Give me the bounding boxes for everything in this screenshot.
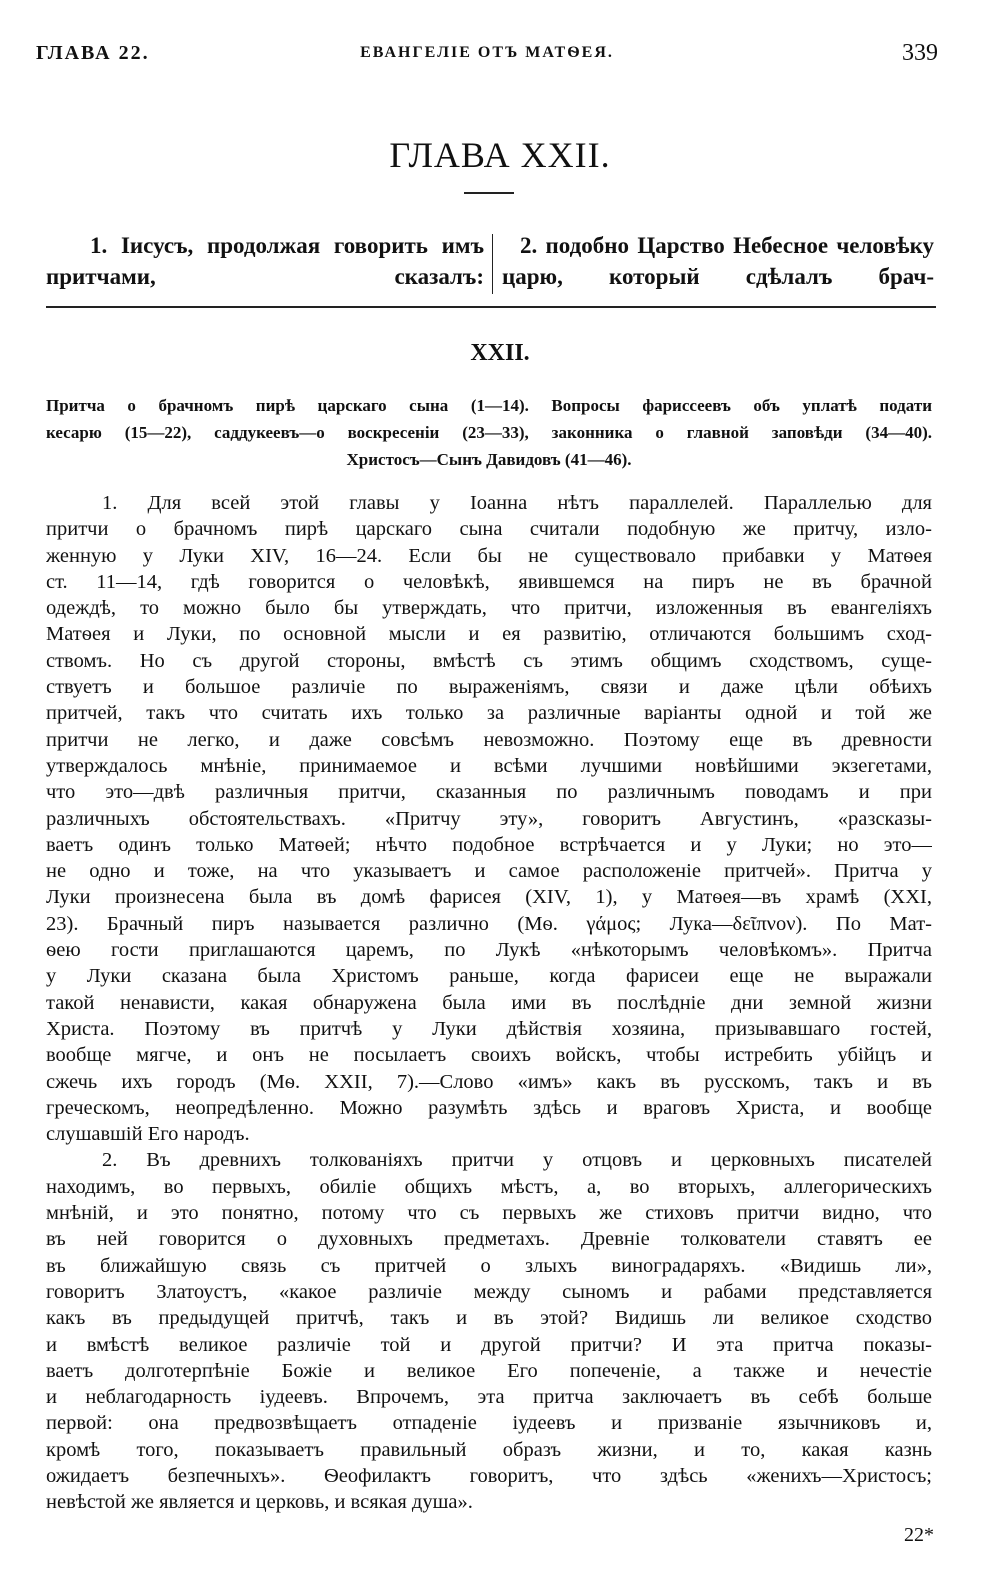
- paragraph-line: въ ближайшую связь съ притчей о злыхъ виноградаряхъ. «Видишь ли»,: [46, 1254, 932, 1277]
- column-divider: [492, 234, 493, 294]
- paragraph-line: первой: она предвозвѣщаетъ отпаденіе іудеевъ и призваніе язычниковъ и,: [46, 1412, 932, 1435]
- page-number: 339: [902, 40, 938, 66]
- book-title: ЕВАНГЕЛІЕ ОТЪ МАТѲЕЯ.: [360, 44, 614, 61]
- paragraph-line: Луки произнесена была въ домѣ фарисея (XIV, 1), у Матѳея—въ храмѣ (XXI,: [46, 886, 932, 909]
- summary-line: Христосъ—Сынъ Давидовъ (41—46).: [346, 450, 632, 469]
- paragraph-line: 23). Брачный пиръ называется различно (Мѳ. γάμος; Лука—δεῖπνον). По Мат-: [46, 912, 932, 935]
- verse-columns: [46, 230, 936, 298]
- paragraph-line: Христа. Поэтому въ притчѣ у Луки дѣйствія хозяина, призывавшаго гостей,: [46, 1017, 932, 1040]
- paragraph-line: ваетъ одинъ только Матѳей; нѣчто подобное встрѣчается и у Луки; но это—: [46, 833, 932, 856]
- commentary-body: [46, 490, 932, 1516]
- paragraph-line: кромѣ того, показываетъ правильный образъ жизни, и то, какая казнь: [46, 1438, 932, 1461]
- paragraph-line: такой ненависти, какая обнаружена была ими въ послѣдніе дни земной жизни: [46, 991, 932, 1014]
- paragraph-line: Матѳея и Луки, по основной мысли и ея развитію, отличаются большимъ сход-: [46, 623, 932, 646]
- chapter-label: ГЛАВА 22.: [36, 42, 150, 64]
- summary-line: кесарю (15—22), саддукеевъ—о воскресеніи (23—33), законника о главной заповѣди (34—40).: [46, 423, 932, 442]
- section-rule: [46, 306, 936, 308]
- verse-1: 1. Іисусъ, продолжая говорить имъ притчами, сказалъ:: [46, 233, 484, 289]
- paragraph-line: различныхъ обстоятельствахъ. «Притчу эту», говоритъ Августинъ, «разсказы-: [46, 807, 932, 830]
- paragraph-line: находимъ, во первыхъ, обиліе общихъ мѣстъ, а, во вторыхъ, аллегорическихъ: [46, 1175, 932, 1198]
- paragraph-line: притчей, такъ что считать ихъ только за различные варіанты одной и той же: [46, 702, 932, 725]
- paragraph-line: слушавшій Его народъ.: [46, 1123, 250, 1146]
- commentary-title: XXII.: [470, 340, 530, 366]
- paragraph-line: женную у Луки XIV, 16—24. Если бы не существовало прибавки у Матѳея: [46, 544, 932, 567]
- paragraph-line: одеждѣ, то можно было бы утверждать, что притчи, изложенныя въ евангеліяхъ: [46, 597, 932, 620]
- paragraph-line: 2. Въ древнихъ толкованіяхъ притчи у отцовъ и церковныхъ писателей: [102, 1149, 932, 1172]
- paragraph-line: сжечь ихъ городъ (Мѳ. XXII, 7).—Слово «имъ» какъ въ русскомъ, такъ и въ: [46, 1070, 932, 1093]
- paragraph-line: вообще мягче, и онъ не посылаетъ своихъ войскъ, чтобы истребить убійцъ и: [46, 1044, 932, 1067]
- printer-signature: 22*: [904, 1524, 934, 1546]
- paragraph-line: ст. 11—14, гдѣ говорится о человѣкѣ, явившемся на пиръ не въ брачной: [46, 570, 932, 593]
- paragraph-line: говоритъ Златоустъ, «какое различіе между сыномъ и рабами представляется: [46, 1280, 932, 1303]
- summary-line: Притча о брачномъ пирѣ царскаго сына (1—14). Вопросы фариссеевъ объ уплатѣ подати: [46, 396, 932, 415]
- paragraph-line: греческомъ, неопредѣленно. Можно разумѣть здѣсь и враговъ Христа, и вообще: [46, 1096, 932, 1119]
- paragraph-line: въ ней говорится о духовныхъ предметахъ. Древніе толкователи ставятъ ее: [46, 1228, 932, 1251]
- paragraph-line: притчи не легко, и даже совсѣмъ невозможно. Поэтому еще въ древности: [46, 728, 932, 751]
- paragraph-line: у Луки сказана была Христомъ раньше, когда фарисеи еще не выражали: [46, 965, 932, 988]
- paragraph-line: невѣстой же является и церковь, и всякая душа».: [46, 1491, 473, 1514]
- paragraph-line: ствуетъ и большое различіе по выраженіямъ, связи и даже цѣли обѣихъ: [46, 676, 932, 699]
- paragraph-line: мнѣній, и это понятно, потому что съ первыхъ же стиховъ притчи видно, что: [46, 1202, 932, 1225]
- paragraph-line: утверждалось мнѣніе, принимаемое и всѣми лучшими новѣйшими экзегетами,: [46, 754, 932, 777]
- verse-2: 2. подобно Царство Небесное человѣку царю, который сдѣлалъ брач-: [502, 233, 934, 289]
- paragraph-line: и вмѣстѣ великое различіе той и другой притчи? И эта притча показы-: [46, 1333, 932, 1356]
- paragraph-line: и неблагодарность іудеевъ. Впрочемъ, эта притча заключаетъ въ себѣ больше: [46, 1386, 932, 1409]
- paragraph-line: что это—двѣ различныя притчи, сказанныя по различнымъ поводамъ и при: [46, 781, 932, 804]
- paragraph-line: ствомъ. Но съ другой стороны, вмѣстѣ съ этимъ общимъ сходствомъ, суще-: [46, 649, 932, 672]
- paragraph-line: не одно и тоже, на что указываетъ и самое расположеніе притчей». Притча у: [46, 860, 932, 883]
- paragraph-line: 1. Для всей этой главы у Іоанна нѣтъ параллелей. Параллелью для: [102, 492, 932, 514]
- running-header: [36, 40, 938, 76]
- paragraph-line: ожидаетъ безпечныхъ». Ѳеофилактъ говоритъ, что здѣсь «женихъ—Христосъ;: [46, 1464, 932, 1487]
- paragraph-line: притчи о брачномъ пирѣ царскаго сына считали подобную же притчу, изло-: [46, 518, 932, 541]
- paragraph-line: ѳею гости приглашаются царемъ, по Лукѣ «нѣкоторымъ человѣкомъ». Притча: [46, 939, 932, 962]
- chapter-title: ГЛАВА XXII.: [389, 135, 611, 175]
- paragraph-line: какъ въ предыдущей притчѣ, такъ и въ этой? Видишь ли великое сходство: [46, 1307, 932, 1330]
- title-rule: [464, 192, 514, 194]
- chapter-summary: [46, 392, 932, 473]
- paragraph-line: ваетъ долготерпѣніе Божіе и великое Его попеченіе, а также и нечестіе: [46, 1359, 932, 1382]
